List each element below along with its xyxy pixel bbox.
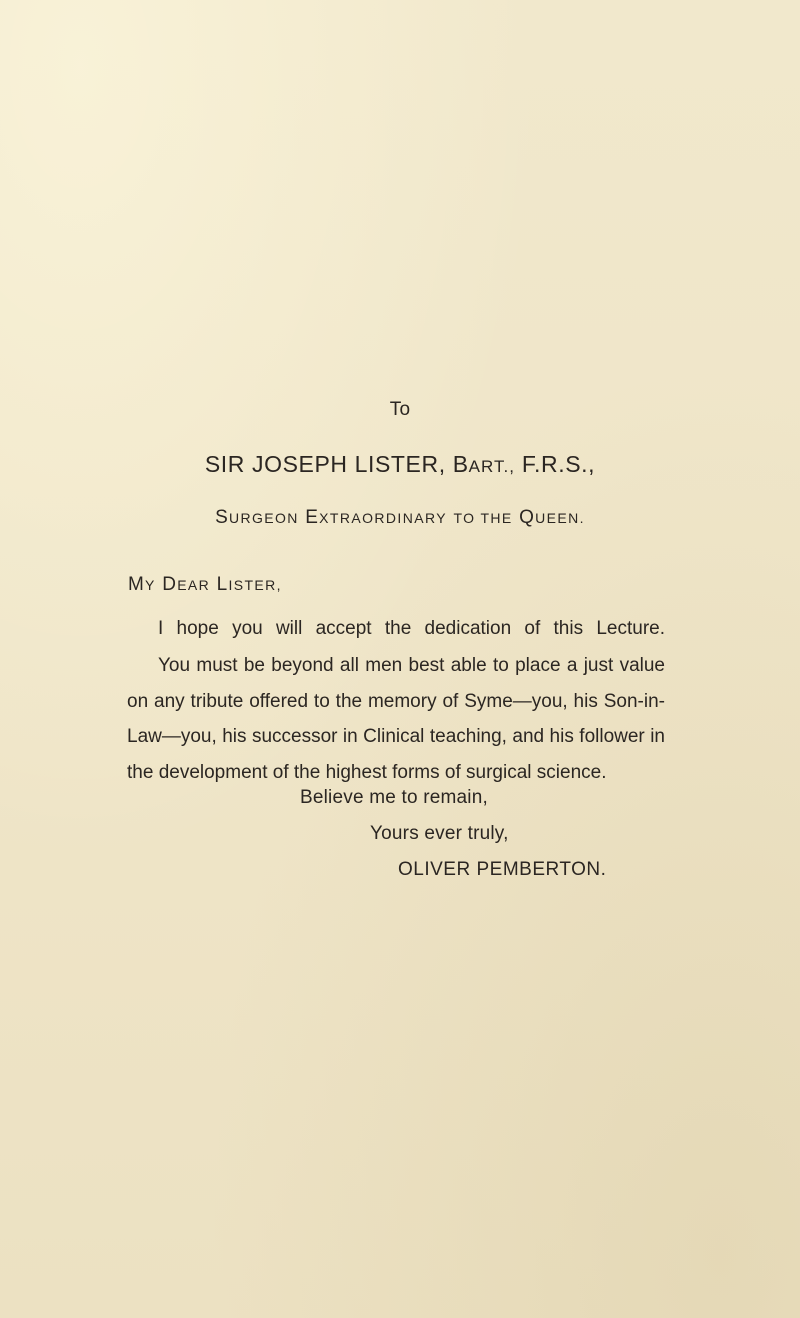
title-rest: XTRAORDINARY	[319, 510, 447, 526]
salutation-initial: D	[162, 574, 178, 595]
closing-believe: Believe me to remain,	[300, 787, 488, 808]
salutation-rest: ISTER,	[228, 577, 282, 593]
recipient-bart-initial: B	[452, 451, 469, 477]
recipient-name: SIR JOSEPH LISTER,	[204, 451, 446, 477]
title-rest: URGEON	[228, 510, 299, 526]
salutation-word	[217, 574, 282, 595]
recipient-name-line	[0, 453, 800, 476]
recipient-frs: F.R.S.,	[521, 451, 596, 477]
title-initial: E	[305, 507, 320, 528]
salutation-initial: M	[128, 574, 146, 595]
title-word	[305, 507, 447, 528]
salutation-rest: EAR	[177, 577, 211, 593]
recipient-bart	[453, 451, 515, 477]
recipient-bart-rest: ART.,	[468, 457, 515, 476]
title-initial: Q	[519, 507, 536, 528]
closing-yours: Yours ever truly,	[370, 823, 509, 844]
salutation-word	[162, 574, 210, 595]
recipient-title	[0, 508, 800, 527]
salutation-word	[128, 574, 156, 595]
dedication-to: To	[389, 399, 411, 420]
salutation-rest: Y	[145, 577, 156, 593]
salutation-initial: L	[216, 574, 229, 595]
signature: OLIVER PEMBERTON.	[398, 859, 607, 880]
title-initial: S	[215, 507, 229, 528]
title-rest: UEEN.	[535, 510, 585, 526]
title-word	[519, 507, 585, 528]
title-word: TO THE	[453, 510, 513, 526]
salutation	[128, 575, 282, 594]
letter-paragraph-2: You must be beyond all men best able to place a just value on any tribute offered to the memory of Syme—you, his Son-in-Law—you, his successor in Clinical teaching, and his follower in the development of the highest forms of surgical science.	[127, 655, 665, 783]
letter-paragraph-1: I hope you will accept the dedication of this Lecture.	[158, 618, 665, 639]
title-word	[215, 507, 299, 528]
